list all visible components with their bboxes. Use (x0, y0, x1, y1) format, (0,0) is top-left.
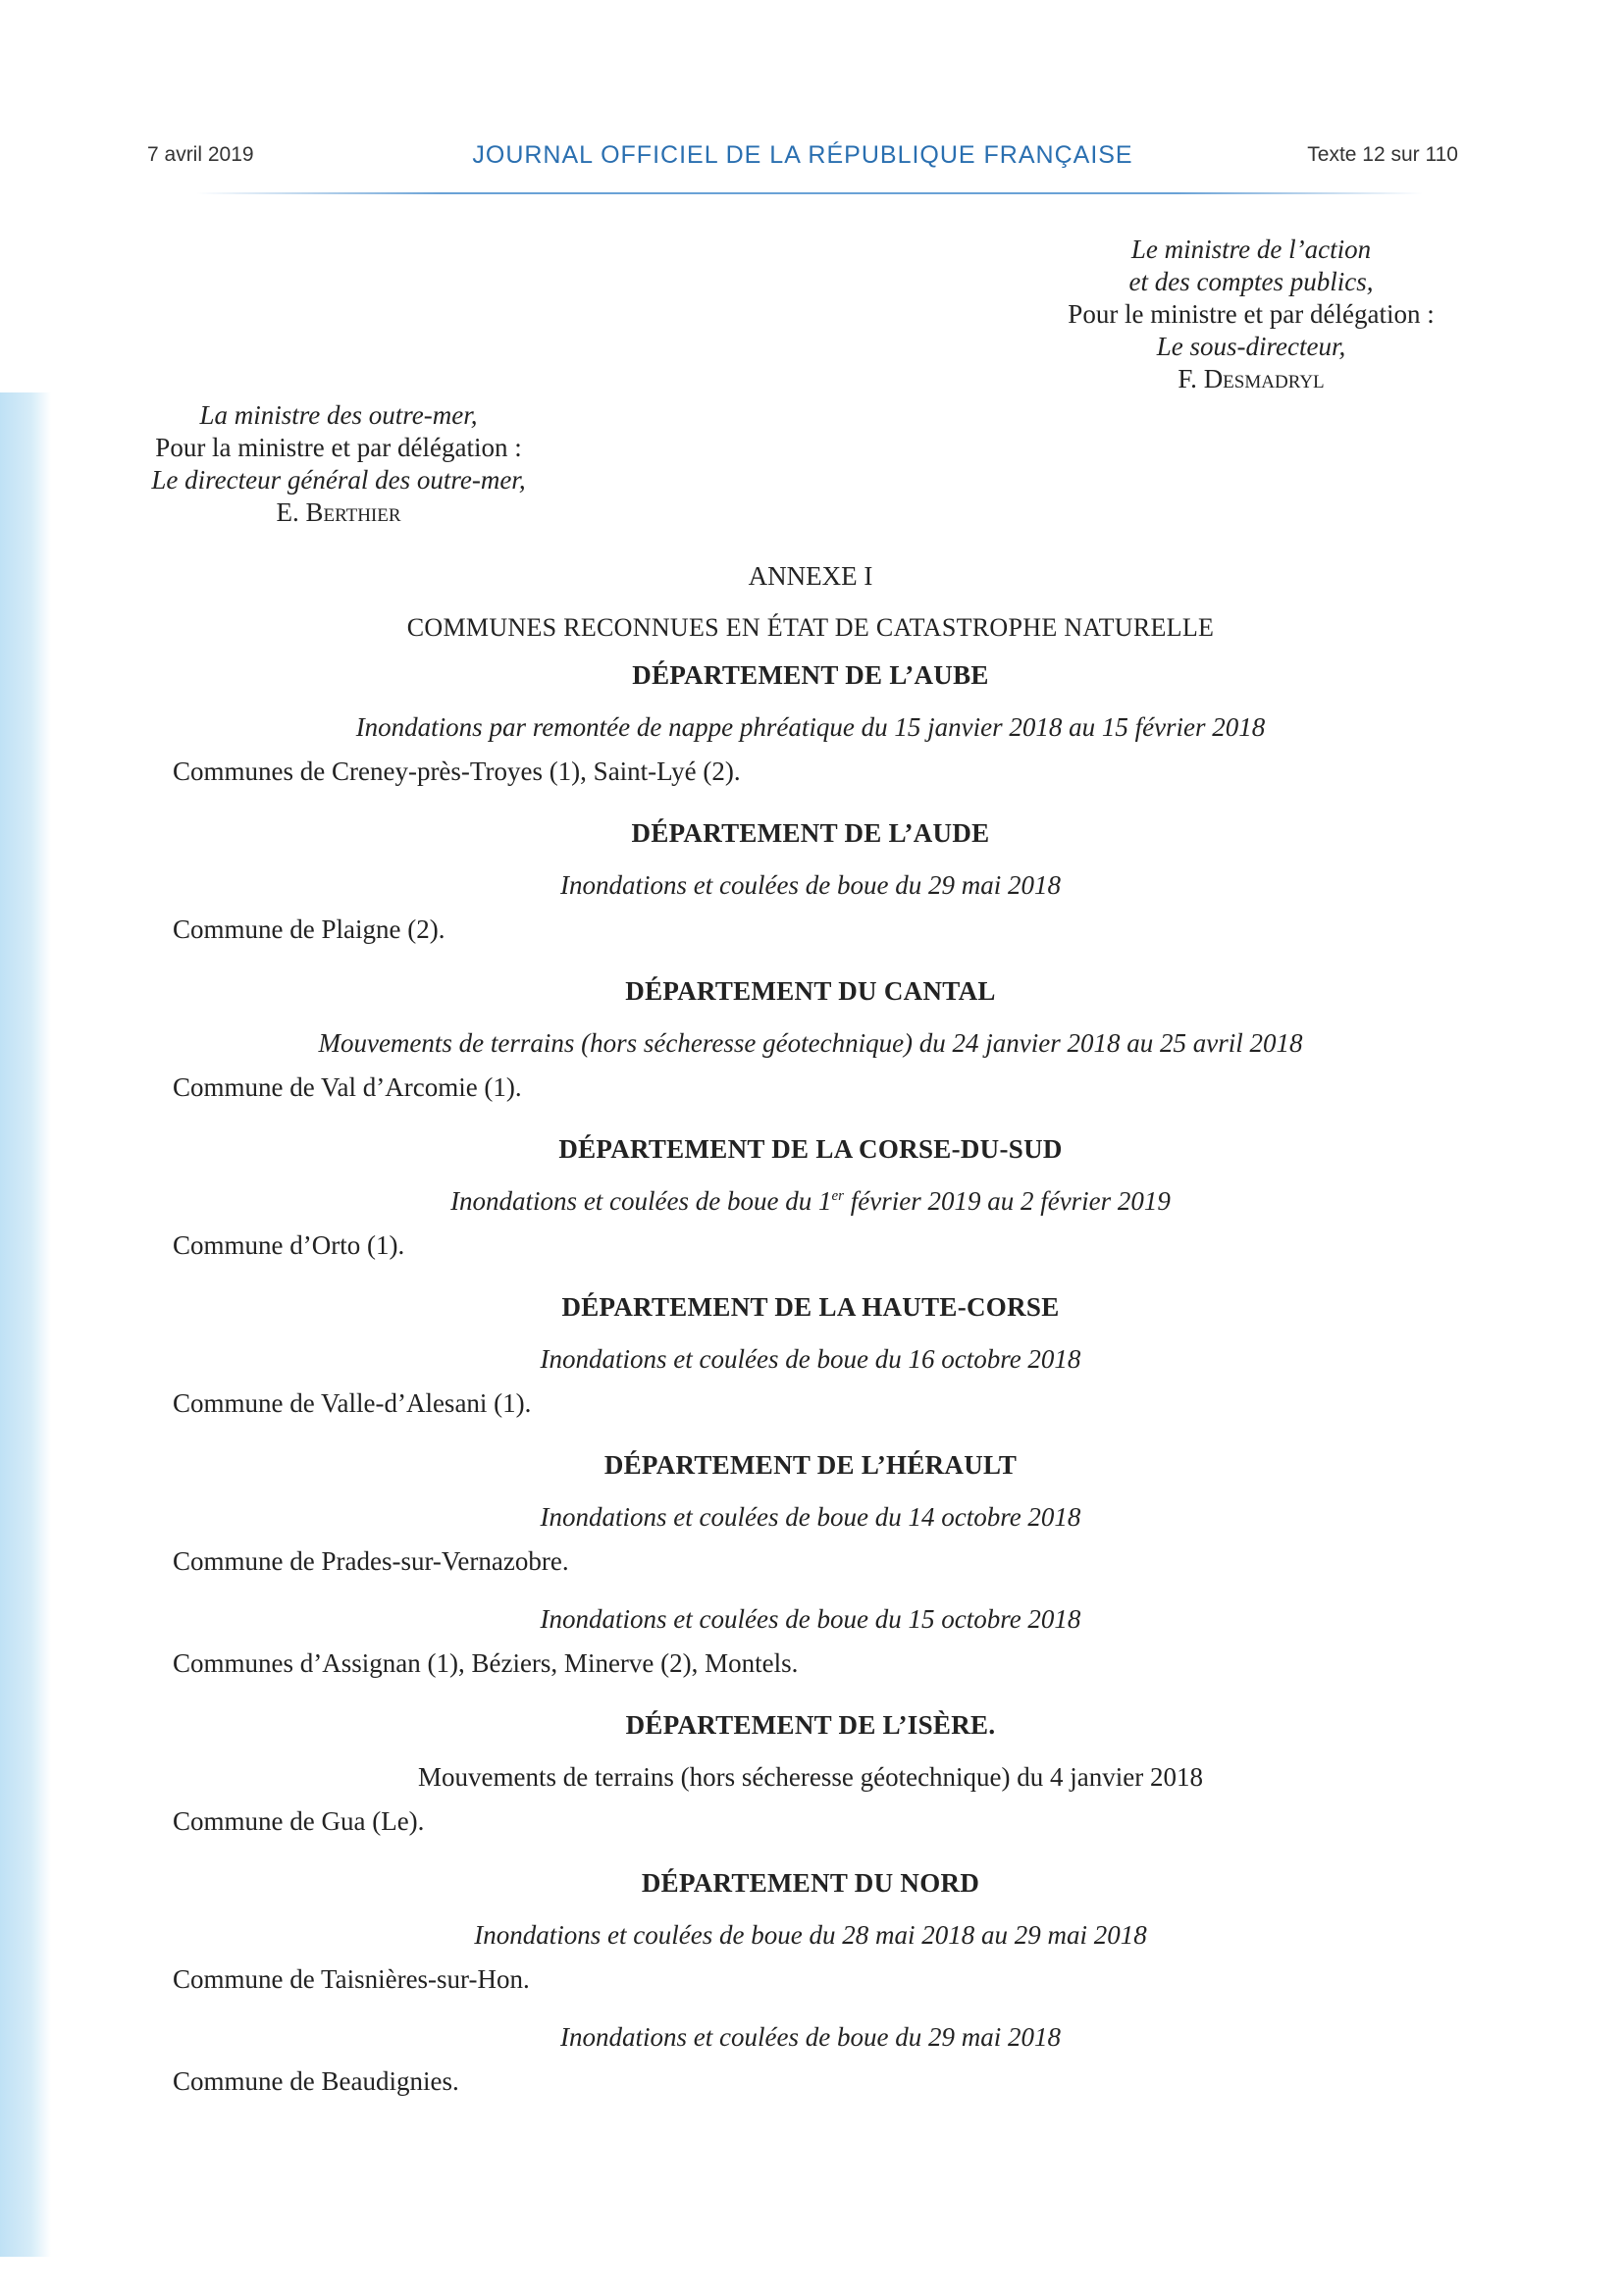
department-haute-corse (173, 1292, 1448, 1419)
event (173, 1186, 1448, 1261)
ordinal-superscript: er (831, 1188, 844, 1204)
communes-list: Communes d’Assignan (1), Béziers, Minerve (2), Montels. (173, 1648, 799, 1678)
publication-date: 7 avril 2019 (147, 143, 254, 166)
event-title (173, 1186, 1448, 1217)
department-isere (173, 1710, 1448, 1837)
event (173, 1028, 1448, 1103)
signature-role: Le directeur général des outre-mer, (151, 465, 526, 495)
department-title: DÉPARTEMENT DU CANTAL (625, 976, 996, 1006)
event-title-start: Inondations et coulées de boue du 1 (450, 1186, 832, 1216)
department-title: DÉPARTEMENT DE L’HÉRAULT (603, 1450, 1018, 1480)
event-title: Inondations et coulées de boue du 16 octobre 2018 (540, 1344, 1081, 1374)
department-title: DÉPARTEMENT DU NORD (641, 1868, 980, 1898)
communes-list: Commune de Plaigne (2). (173, 914, 445, 944)
text-number: Texte 12 sur 110 (1307, 143, 1458, 166)
event (173, 1502, 1448, 1577)
event-title: Inondations et coulées de boue du 29 mai 2018 (560, 870, 1061, 900)
event-title: Inondations et coulées de boue du 28 mai 2018 au 29 mai 2018 (474, 1920, 1147, 1950)
communes-list: Commune de Beaudignies. (173, 2066, 459, 2096)
department-aube (173, 660, 1448, 787)
signature-name (128, 496, 550, 529)
signature-initial: F. (1178, 364, 1197, 393)
department-nord (173, 1868, 1448, 2097)
signature-delegation: Pour la ministre et par délégation : (155, 433, 522, 462)
department-title: DÉPARTEMENT DE LA CORSE-DU-SUD (558, 1134, 1063, 1164)
event (173, 1344, 1448, 1419)
communes-list: Commune de Gua (Le). (173, 1806, 425, 1836)
annex-content (173, 561, 1448, 2128)
signature-surname: Desmadryl (1203, 364, 1325, 393)
signature-delegation: Pour le ministre et par délégation : (1068, 299, 1435, 329)
event-title-end: février 2019 au 2 février 2019 (843, 1186, 1171, 1216)
event (173, 712, 1448, 787)
signature-block-outre-mer (128, 399, 550, 529)
event-title: Mouvements de terrains (hors sécheresse géotechnique) du 4 janvier 2018 (418, 1762, 1203, 1792)
event (173, 1920, 1448, 1995)
event (173, 870, 1448, 945)
communes-list: Commune de Taisnières-sur-Hon. (173, 1964, 530, 1994)
event-title: Inondations et coulées de boue du 14 octobre 2018 (540, 1502, 1081, 1532)
department-aude (173, 818, 1448, 945)
department-title: DÉPARTEMENT DE L’AUBE (632, 660, 989, 690)
communes-list: Commune de Valle-d’Alesani (1). (173, 1388, 532, 1418)
department-herault (173, 1450, 1448, 1679)
communes-list: Commune de Val d’Arcomie (1). (173, 1072, 522, 1102)
signature-surname: Berthier (305, 497, 401, 527)
event (173, 1604, 1448, 1679)
signature-minister-title: Le ministre de l’action (1130, 235, 1372, 264)
signature-role: Le sous-directeur, (1156, 332, 1346, 361)
event-title: Inondations et coulées de boue du 29 mai 2018 (560, 2022, 1061, 2052)
event-title: Inondations par remontée de nappe phréatique du 15 janvier 2018 au 15 février 2018 (355, 712, 1266, 742)
communes-list: Communes de Creney-près-Troyes (1), Saint-Lyé (2). (173, 757, 741, 786)
header-divider (196, 192, 1423, 194)
department-cantal (173, 976, 1448, 1103)
signature-initial: E. (276, 497, 299, 527)
scan-edge-shading (0, 392, 51, 2257)
event-title: Mouvements de terrains (hors sécheresse géotechnique) du 24 janvier 2018 au 25 avril 2018 (318, 1028, 1303, 1058)
department-corse-du-sud (173, 1134, 1448, 1261)
event (173, 1762, 1448, 1837)
department-title: DÉPARTEMENT DE L’AUDE (631, 818, 990, 848)
annex-title: ANNEXE I (748, 561, 873, 591)
communes-list: Commune d’Orto (1). (173, 1230, 405, 1260)
journal-title: JOURNAL OFFICIEL DE LA RÉPUBLIQUE FRANÇAISE (472, 141, 1133, 169)
event-title: Inondations et coulées de boue du 15 octobre 2018 (540, 1604, 1081, 1634)
department-title: DÉPARTEMENT DE LA HAUTE-CORSE (561, 1292, 1060, 1322)
signature-minister-title: La ministre des outre-mer, (199, 400, 478, 430)
page-header (147, 143, 1458, 183)
signature-name (1040, 363, 1462, 395)
department-title: DÉPARTEMENT DE L’ISÈRE. (625, 1710, 996, 1740)
communes-list: Commune de Prades-sur-Vernazobre. (173, 1546, 569, 1576)
annex-subtitle: COMMUNES RECONNUES EN ÉTAT DE CATASTROPHE NATURELLE (406, 613, 1215, 642)
signature-block-action-comptes-publics (1040, 234, 1462, 395)
signature-minister-title-cont: et des comptes publics, (1128, 267, 1374, 296)
event (173, 2022, 1448, 2097)
